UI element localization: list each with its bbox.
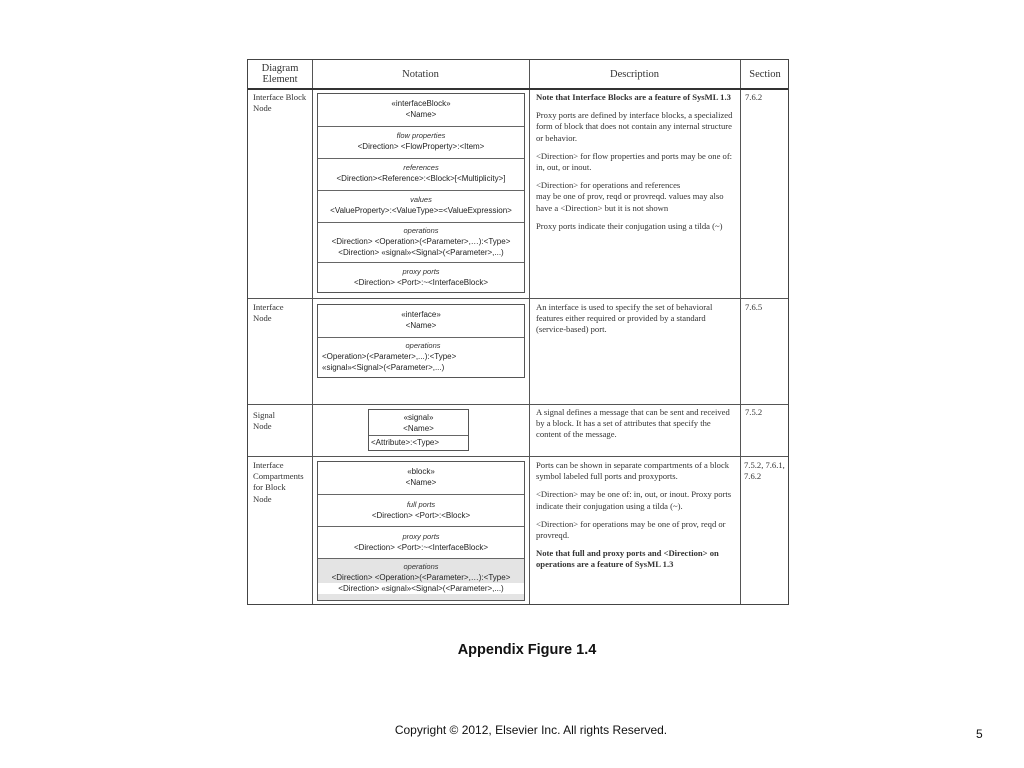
row-section: 7.5.2, 7.6.1, 7.6.2 [744,460,785,482]
row-description [536,407,736,448]
notation-compartment [318,158,524,190]
row-divider [248,298,788,299]
compartment-title: operations [405,341,441,350]
compartment-title: proxy ports [402,267,440,276]
stereotype-label: «interfaceBlock» [391,99,451,108]
stereotype-label: «signal» [403,413,434,422]
notation-compartment [318,190,524,222]
row-divider [248,456,788,457]
stereotype-label: «interface» [401,310,441,319]
row-divider [248,404,788,405]
compartment-line: <Attribute>:<Type> [371,438,440,447]
description-paragraph: <Direction> may be one of: in, out, or inout. Proxy ports indicate their conjugation using a tilda (~). [536,489,732,511]
column-divider [740,60,741,604]
page-number: 5 [976,727,983,741]
description-paragraph: Proxy ports indicate their conjugation using a tilda (~) [536,220,723,231]
notation-compartment [369,410,468,435]
name-label: <Name> [403,424,434,433]
row-element-name: Signal Node [253,410,275,432]
compartment-line: <Direction> <FlowProperty>:<Item> [357,142,485,151]
notation-compartment [318,222,524,262]
compartment-line: «signal»<Signal>(<Parameter>,...) [322,363,445,372]
description-paragraph: <Direction> for flow properties and ports may be one of: in, out, or inout. [536,150,733,173]
header-notation: Notation [402,68,439,80]
row-description [536,92,736,239]
interface-notation [317,304,525,378]
description-paragraph: Note that Interface Blocks are a feature of SysML 1.3 [536,92,731,102]
notation-compartment [369,435,468,450]
description-paragraph: <Direction> for operations may be one of prov, reqd or provreqd. [536,518,726,541]
figure-caption: Appendix Figure 1.4 [457,642,597,658]
compartment-line: <Direction> <Operation>(<Parameter>,…):<Type> [331,237,511,246]
row-description [536,460,736,578]
compartment-title: flow properties [396,131,446,140]
notation-compartment [318,262,524,292]
notation-compartment [318,337,524,377]
column-divider [529,60,530,604]
name-label: <Name> [405,321,437,330]
notation-compartment [318,126,524,158]
notation-compartment [318,305,524,337]
compartment-line: <Direction> <Operation>(<Parameter>,…):<Type> [331,573,511,582]
signal-notation [368,409,469,451]
block-compartments-notation [317,461,525,601]
description-paragraph: Proxy ports are defined by interface blocks, a specialized form of block that does not contain any internal structure or behavior. [536,110,733,143]
row-section: 7.5.2 [745,407,763,417]
row-section: 7.6.2 [745,92,763,102]
description-paragraph: An interface is used to specify the set of behavioral features either required or provided by a standard (service-based) port. [536,302,713,335]
copyright-notice: Copyright © 2012, Elsevier Inc. All rights Reserved. [394,723,668,737]
name-label: <Name> [405,478,437,487]
notation-compartment [318,494,524,526]
compartment-line: <Direction> «signal»<Signal>(<Parameter>,...) [318,583,524,594]
compartment-title: operations [403,562,439,571]
row-section: 7.6.5 [745,302,763,312]
row-element-name: Interface Node [253,302,284,324]
appendix-table [247,59,789,605]
notation-compartment-shaded [318,558,524,600]
compartment-title: references [403,163,439,172]
compartment-line: <Direction> «signal»<Signal>(<Parameter>,...) [338,248,504,257]
compartment-line: <Operation>(<Parameter>,...):<Type> [322,352,457,361]
compartment-line: <Direction><Reference>:<Block>[<Multiplicity>] [336,174,506,183]
header-divider [248,88,788,90]
compartment-line: <ValueProperty>:<ValueType>=<ValueExpression> [330,206,512,215]
compartment-title: proxy ports [402,532,440,541]
compartment-line: <Direction> <Port>:~<InterfaceBlock> [353,543,489,552]
header-section: Section [749,68,781,80]
compartment-title: values [410,195,432,204]
description-paragraph: Ports can be shown in separate compartments of a block symbol labeled full ports and proxyports. [536,460,730,482]
description-paragraph: A signal defines a message that can be sent and received by a block. It has a set of attributes that specify the content of the message. [536,407,730,440]
compartment-line: <Direction> <Port>:<Block> [371,511,471,520]
row-element-name: Interface Compartments for Block Node [253,460,304,504]
notation-compartment [318,462,524,494]
row-description [536,302,736,343]
description-paragraph: <Direction> for operations and references may be one of prov, reqd or provreqd. values may also have a <Direction> but it is not shown [536,180,724,213]
header-diagram-element: Diagram Element [261,63,299,85]
notation-compartment [318,526,524,558]
row-element-name: Interface Block Node [253,92,307,114]
compartment-line: <Direction> <Port>:~<InterfaceBlock> [353,278,489,287]
compartment-title: full ports [406,500,436,509]
description-paragraph: Note that full and proxy ports and <Direction> on operations are a feature of SysML 1.3 [536,548,719,570]
column-divider [312,60,313,604]
notation-compartment [318,94,524,126]
compartment-title: operations [403,226,439,235]
stereotype-label: «block» [407,467,435,476]
name-label: <Name> [405,110,437,119]
interface-block-notation [317,93,525,293]
header-description: Description [610,68,659,80]
